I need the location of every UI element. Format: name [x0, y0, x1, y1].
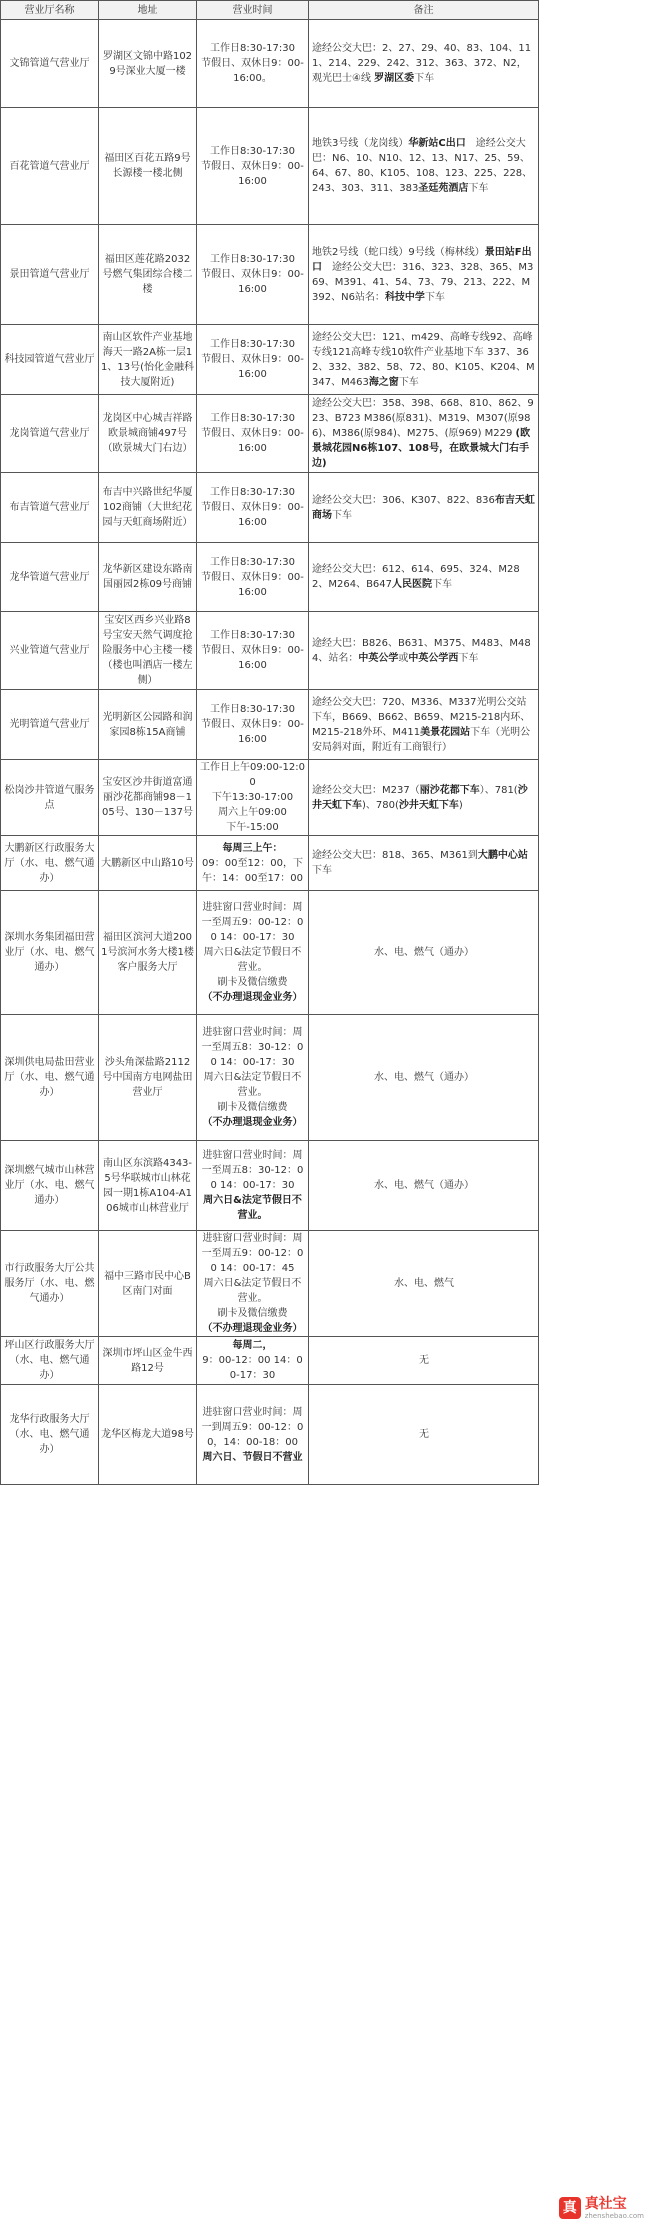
logo-subtext: zhenshebao.com [584, 2212, 644, 2220]
remarks-text: )、780( [362, 799, 399, 811]
remarks-text: 途经公交大巴：316、323、328、365、M369、M391、41、54、73、79、213、222、M392、N6站名： [312, 261, 534, 303]
remarks-cell [309, 1141, 539, 1231]
hours-line: 工作日8:30-17:30 [210, 556, 295, 568]
address-cell: 光明新区公园路和润家园8栋15A商铺 [99, 690, 197, 760]
remarks-highlight: (欧景城花园N6栋107、108号，在欧景城大门右手边) [312, 428, 531, 469]
address-cell: 宝安区沙井街道富通丽沙花都商铺98－105号、130－137号 [99, 760, 197, 836]
remarks-text: 或 [398, 652, 409, 664]
remarks-text: 下车 [432, 579, 453, 590]
hours-line: （不办理退现金业务） [202, 1117, 303, 1128]
remarks-text: 地铁3号线（龙岗线） [312, 138, 409, 149]
hours-cell [197, 473, 309, 543]
hours-line: 周六日&法定节假日不营业。 [203, 947, 302, 973]
remarks-text: 途经公交大巴：M237（ [312, 784, 420, 796]
hours-cell [197, 1141, 309, 1231]
remarks-text: 途经公交大巴：720、M336、M337光明公交站下车，B669、B662、B659、M215-218内环、M215-218外环、M411 [312, 696, 531, 738]
remarks-text: 水、电、燃气（通办） [374, 947, 474, 958]
table-header-row [1, 1, 539, 20]
remarks-text: 途经大巴：B826、B631、M375、M483、M484、站名： [312, 637, 531, 664]
hours-line: 节假日、双休日9：00-16:00 [201, 645, 304, 671]
remarks-text: 下车 [468, 183, 489, 194]
hall-name-cell: 深圳燃气城市山林营业厅（水、电、燃气通办） [1, 1141, 99, 1231]
remarks-highlight: 布吉天虹商场 [312, 494, 535, 521]
remarks-text: 下车（光明公安局斜对面，附近有工商银行） [312, 726, 531, 753]
remarks-text: 途经公交大巴：N6、10、N10、12、13、N17、25、59、64、67、80、K105、108、123、225、228、243、303、311、383 [312, 138, 533, 194]
table-row [1, 225, 539, 325]
hours-line: 节假日、双休日9：00-16:00 [201, 719, 304, 745]
hours-line: （不办理退现金业务） [202, 992, 303, 1003]
remarks-cell [309, 473, 539, 543]
hours-line: 刷卡及微信缴费 [217, 977, 288, 988]
remarks-highlight: 丽沙花都下车 [419, 784, 480, 796]
remarks-highlight: 华新站C出口 [408, 138, 466, 149]
hours-cell [197, 1231, 309, 1337]
remarks-highlight: 圣廷苑酒店 [418, 183, 469, 194]
hours-cell [197, 325, 309, 395]
address-cell: 龙华新区建设东路南国丽园2栋09号商铺 [99, 543, 197, 612]
hours-line: 节假日、双休日9：00-16:00 [201, 428, 304, 454]
table-row [1, 836, 539, 891]
hours-cell [197, 1385, 309, 1485]
remarks-cell [309, 760, 539, 836]
remarks-cell [309, 836, 539, 891]
address-cell: 福中三路市民中心B区南门对面 [99, 1231, 197, 1337]
hours-line: 工作日8:30-17:30 [210, 339, 295, 350]
hall-name-cell: 深圳水务集团福田营业厅（水、电、燃气通办） [1, 891, 99, 1015]
remarks-text: 水、电、燃气（通办） [374, 1072, 474, 1083]
hours-cell [197, 1015, 309, 1141]
remarks-cell [309, 20, 539, 108]
header-address: 地址 [99, 1, 197, 20]
hours-line: 工作日8:30-17:30 [210, 43, 295, 54]
hours-line: 进驻窗口营业时间：周一至周五8：30-12：00 14：00-17：30 [201, 1150, 304, 1191]
remarks-highlight: 沙井天虹下车 [398, 799, 459, 811]
hours-line: 节假日、双休日9：00-16:00 [201, 269, 304, 295]
table-row [1, 1141, 539, 1231]
hall-name-cell: 市行政服务大厅公共服务厅（水、电、燃气通办） [1, 1231, 99, 1337]
table-row [1, 690, 539, 760]
table-row [1, 543, 539, 612]
remarks-highlight: 中英公学 [358, 652, 399, 664]
table-row [1, 325, 539, 395]
hours-line: 节假日、双休日9：00-16:00 [201, 354, 304, 380]
remarks-cell [309, 543, 539, 612]
remarks-text: 无 [419, 1355, 429, 1366]
address-cell: 宝安区西乡兴业路8号宝安天然气调度抢险服务中心主楼一楼（楼也叫酒店一楼左侧） [99, 612, 197, 690]
hours-line: 节假日、双休日9：00-16:00 [201, 502, 304, 528]
logo-text: 真社宝 [584, 2196, 627, 2212]
remarks-text: 下车 [414, 73, 435, 84]
remarks-highlight: 科技中学 [384, 291, 425, 303]
hours-line: 周六日&法定节假日不营业。 [203, 1195, 302, 1221]
hall-name-cell: 景田管道气营业厅 [1, 225, 99, 325]
remarks-text: 下车 [312, 865, 332, 876]
remarks-highlight: 沙井天虹下车 [312, 784, 528, 811]
zhenshebao-logo [559, 2196, 644, 2220]
hall-name-cell: 龙岗管道气营业厅 [1, 395, 99, 473]
remarks-cell [309, 225, 539, 325]
table-row [1, 473, 539, 543]
hours-cell [197, 108, 309, 225]
logo-mark-icon: 真 [559, 2197, 581, 2219]
hours-cell [197, 1337, 309, 1385]
table-row [1, 20, 539, 108]
remarks-highlight: 大鹏中心站 [477, 850, 528, 861]
remarks-highlight: 景田站F出口 [312, 246, 532, 273]
table-row [1, 612, 539, 690]
hours-line: 工作日8:30-17:30 [210, 145, 295, 157]
remarks-text: ) [458, 799, 463, 811]
hours-line: 节假日、双休日9：00-16:00。 [201, 58, 304, 84]
header-hall-name: 营业厅名称 [1, 1, 99, 20]
remarks-cell [309, 1015, 539, 1141]
address-cell: 布吉中兴路世纪华厦102商铺（大世纪花园与天虹商场附近） [99, 473, 197, 543]
hall-name-cell: 深圳供电局盐田营业厅（水、电、燃气通办） [1, 1015, 99, 1141]
address-cell: 福田区莲花路2032号燃气集团综合楼二楼 [99, 225, 197, 325]
hours-line: 节假日、双休日9：00-16:00 [201, 571, 304, 598]
remarks-text: 无 [419, 1429, 429, 1440]
hours-cell [197, 612, 309, 690]
table-row [1, 395, 539, 473]
hours-line: 周六日&法定节假日不营业。 [203, 1278, 302, 1304]
remarks-text: 途经公交大巴：2、27、29、40、83、104、111、214、229、242、312、363、372、N2，观光巴士④线 [312, 43, 532, 84]
hours-cell [197, 395, 309, 473]
remarks-highlight: 美景花园站 [420, 726, 471, 738]
remarks-text: 途经公交大巴：358、398、668、810、862、923、B723 M386(原831)、M319、M307(原986)、M386(原984)、M275、(原969) M229 [312, 398, 534, 439]
hours-line: 09：00至12：00，下午：14：00至17：00 [202, 857, 303, 884]
hall-name-cell: 科技园管道气营业厅 [1, 325, 99, 395]
remarks-text: 途经公交大巴：306、K307、822、836 [312, 494, 495, 506]
remarks-highlight: 人民医院 [392, 579, 433, 590]
hours-line: 工作日8:30-17:30 [210, 704, 295, 715]
remarks-text: 途经公交大巴：121、m429、高峰专线92、高峰专线121高峰专线10软件产业基地下车 337、362、332、382、58、72、80、K105、K204、M347、M463 [312, 331, 535, 388]
address-cell: 大鹏新区中山路10号 [99, 836, 197, 891]
remarks-text: 途经公交大巴：612、614、695、324、M282、M264、B647 [312, 564, 520, 590]
hours-cell [197, 225, 309, 325]
hours-line: 工作日8:30-17:30 [210, 630, 295, 641]
remarks-highlight: 海之窗 [368, 376, 399, 388]
remarks-text: ）、781( [479, 784, 518, 796]
address-cell: 福田区滨河大道2001号滨河水务大楼1楼客户服务大厅 [99, 891, 197, 1015]
hours-line: 进驻窗口营业时间：周一至周五8：30-12：00 14：00-17：30 [201, 1027, 304, 1068]
table-row [1, 1015, 539, 1141]
remarks-cell [309, 1337, 539, 1385]
hours-line: 工作日8:30-17:30 [210, 413, 295, 424]
hours-line: 工作日8:30-17:30 [210, 254, 295, 265]
address-cell: 龙岗区中心城吉祥路欧景城商铺497号（欧景城大门右边） [99, 395, 197, 473]
remarks-text: 途经公交大巴：818、365、M361到 [312, 850, 478, 861]
remarks-text: 水、电、燃气 [394, 1278, 454, 1289]
hours-line: 周六上午09:00 [218, 807, 287, 818]
hours-cell [197, 891, 309, 1015]
hours-line: 进驻窗口营业时间：周一至周五9：00-12：00 14：00-17：30 [201, 902, 304, 943]
hours-line: 进驻窗口营业时间：周一至周五9：00-12：00 14：00-17：45 [201, 1233, 304, 1274]
hall-name-cell: 松岗沙井管道气服务点 [1, 760, 99, 836]
address-cell: 罗湖区文锦中路1029号深业大厦一楼 [99, 20, 197, 108]
hours-cell [197, 20, 309, 108]
remarks-cell [309, 1231, 539, 1337]
header-hours: 营业时间 [197, 1, 309, 20]
hours-line: 进驻窗口营业时间：周一到周五9：00-12：00，14：00-18：00 [201, 1406, 304, 1448]
table-row [1, 108, 539, 225]
table-row [1, 1385, 539, 1485]
remarks-cell [309, 1385, 539, 1485]
hours-cell [197, 690, 309, 760]
remarks-highlight: 罗湖区委 [374, 73, 415, 84]
address-cell: 深圳市坪山区金牛西路12号 [99, 1337, 197, 1385]
hours-line: 周六日、节假日不营业 [202, 1451, 303, 1463]
hall-name-cell: 龙华行政服务大厅（水、电、燃气通办） [1, 1385, 99, 1485]
hall-name-cell: 文锦管道气营业厅 [1, 20, 99, 108]
table-row [1, 1231, 539, 1337]
address-cell: 福田区百花五路9号长源楼一楼北侧 [99, 108, 197, 225]
remarks-cell [309, 891, 539, 1015]
hall-name-cell: 龙华管道气营业厅 [1, 543, 99, 612]
remarks-cell [309, 325, 539, 395]
remarks-cell [309, 395, 539, 473]
table-row [1, 891, 539, 1015]
table-row [1, 760, 539, 836]
hall-name-cell: 兴业管道气营业厅 [1, 612, 99, 690]
address-cell: 沙头角深盐路2112号中国南方电网盐田营业厅 [99, 1015, 197, 1141]
hall-name-cell: 百花管道气营业厅 [1, 108, 99, 225]
hours-line: 每周三上午： [222, 842, 283, 854]
remarks-highlight: 中英公学西 [408, 652, 459, 664]
hours-line: 刷卡及微信缴费 [217, 1308, 288, 1319]
remarks-text: 水、电、燃气（通办） [374, 1180, 474, 1191]
hours-cell [197, 543, 309, 612]
address-cell: 龙华区梅龙大道98号 [99, 1385, 197, 1485]
hours-line: 每周二， [232, 1340, 273, 1351]
hours-cell [197, 760, 309, 836]
remarks-text: 下车 [332, 509, 352, 521]
remarks-text: 下车 [424, 291, 445, 303]
hours-line: 工作日上午09:00-12:00 [200, 762, 305, 788]
header-remarks: 备注 [309, 1, 539, 20]
hall-name-cell: 布吉管道气营业厅 [1, 473, 99, 543]
hall-name-cell: 光明管道气营业厅 [1, 690, 99, 760]
remarks-cell [309, 690, 539, 760]
hours-line: 节假日、双休日9：00-16:00 [201, 160, 304, 187]
remarks-text: 下车 [458, 652, 479, 664]
hours-line: 周六日&法定节假日不营业。 [203, 1072, 302, 1098]
hours-line: 下午13:30-17:00 [211, 792, 294, 803]
hall-name-cell: 大鹏新区行政服务大厅（水、电、燃气通办） [1, 836, 99, 891]
hours-line: 刷卡及微信缴费 [217, 1102, 288, 1113]
table-row [1, 1337, 539, 1385]
hours-line: 下午-15:00 [226, 822, 279, 833]
address-cell: 南山区软件产业基地海天一路2A栋一层11、13号(怡化金融科技大厦附近) [99, 325, 197, 395]
remarks-text: 地铁2号线（蛇口线）9号线（梅林线） [312, 246, 485, 258]
address-cell: 南山区东滨路4343-5号华联城市山林花园一期1栋A104-A106城市山林营业厅 [99, 1141, 197, 1231]
remarks-text: 下车 [398, 376, 419, 388]
hours-line: 9：00-12：00 14：00-17：30 [202, 1355, 303, 1381]
remarks-cell [309, 108, 539, 225]
hours-line: 工作日8:30-17:30 [210, 487, 295, 498]
hall-name-cell: 坪山区行政服务大厅（水、电、燃气通办） [1, 1337, 99, 1385]
hours-cell [197, 836, 309, 891]
remarks-cell [309, 612, 539, 690]
hours-line: （不办理退现金业务） [202, 1323, 303, 1334]
